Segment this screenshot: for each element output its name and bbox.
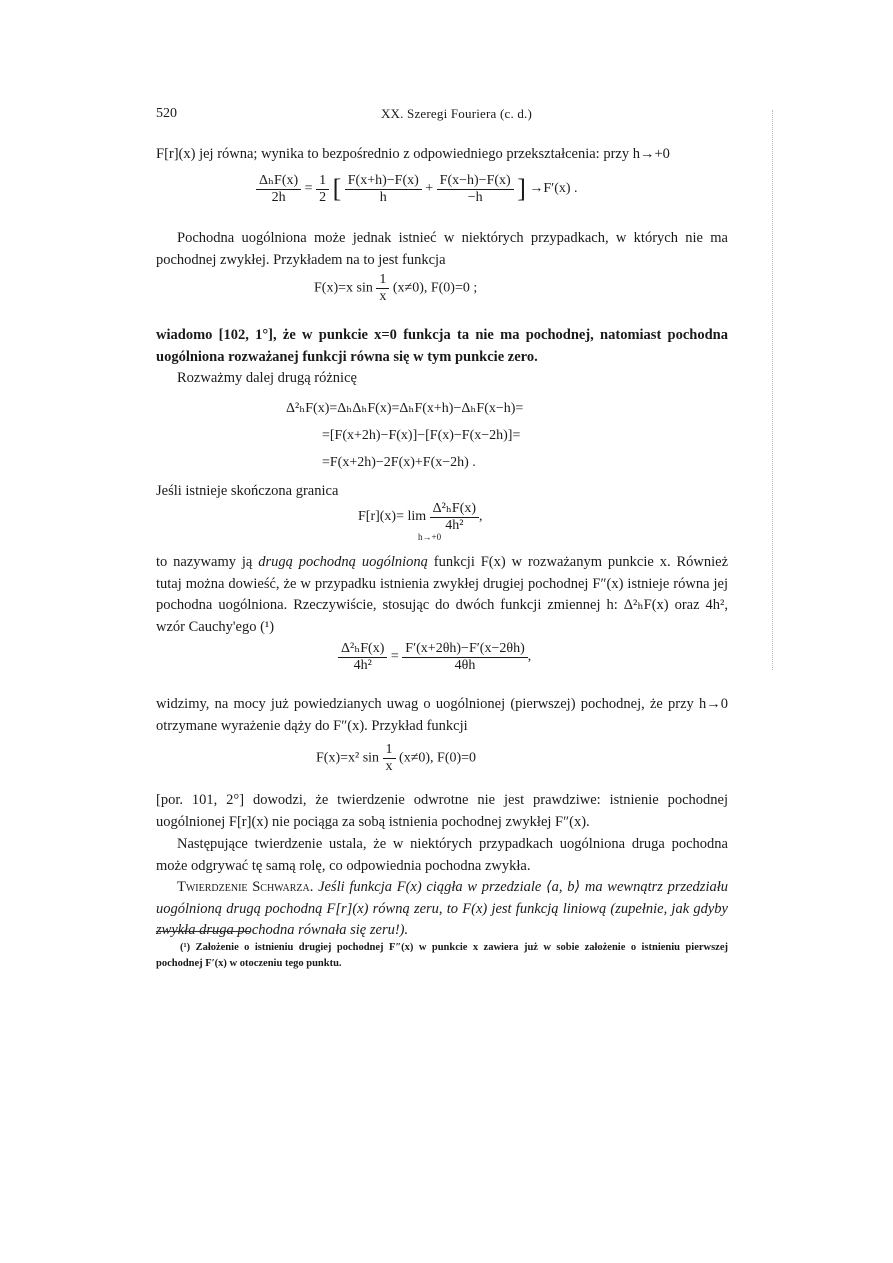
- equation-second-difference-line-3: =F(x+2h)−2F(x)+F(x−2h) .: [322, 455, 476, 470]
- paragraph-8: [por. 101, 2°] dowodzi, że twierdzenie odwrotne nie jest prawdziwe: istnienie pochodnej uogólnionej F[r](x) nie pociąga za sobą istnienia pochodnej zwykłej F″(x).: [156, 792, 728, 830]
- equation-second-difference-line-1: Δ²ₕF(x)=ΔₕΔₕF(x)=ΔₕF(x+h)−ΔₕF(x−h)=: [286, 401, 524, 416]
- eq6-fraction: $\frac{1}{x}$: [383, 742, 396, 775]
- footnote: (¹) Założenie o istnieniu drugiej pochodnej F″(x) w punkcie x zawiera już w sobie założenie o istnieniu pierwszej pochodnej F′(x) w otoczeniu tego punktu.: [156, 942, 728, 969]
- theorem-text: Jeśli funkcja F(x) ciągła w przedziale ⟨a, b⟩ ma wewnątrz przedziału uogólnioną drugą pochodną F[r](x) równą zeru, to F(x) jest funkcją liniową (zupełnie, jak gdyby zwykła druga pochodna równała się zeru!).: [156, 879, 729, 938]
- eq1-rhs: →F′(x) .: [529, 181, 578, 197]
- eq2-fraction: $\frac{1}{x}$: [376, 272, 389, 305]
- footnote-rule: [156, 931, 251, 932]
- eq4-limit-subscript: h→+0: [418, 532, 442, 542]
- paragraph-3: wiadomo [102, 1°], że w punkcie x=0 funkcja ta nie ma pochodnej, natomiast pochodna uogólniona rozważanej funkcji równa się w tym punkcie zero.: [156, 327, 728, 365]
- running-head: XX. Szeregi Fouriera (c. d.): [380, 106, 533, 121]
- paragraph-1: F[r](x) jej równa; wynika to bezpośrednio z odpowiedniego przekształcenia: przy h→+0: [156, 146, 670, 162]
- eq1-lhs-fraction: $\frac{\text{ΔₕF(x)}}{2h}$: [256, 172, 301, 206]
- equation-limit-definition: F[r](x)= lim $\frac{\text{Δ²ₕF(x)}}{\text{4h²}}$ , h→+0: [358, 501, 483, 542]
- eq5-lhs-fraction: $\frac{\text{Δ²ₕF(x)}}{\text{4h²}}$: [338, 640, 387, 674]
- equation-second-difference-line-2: =[F(x+2h)−F(x)]−[F(x)−F(x−2h)]=: [322, 428, 521, 443]
- equation-example-function: F(x)=x sin $\frac{1}{x}$ (x≠0), F(0)=0 ;: [314, 272, 478, 304]
- paragraph-4: Rozważmy dalej drugą różnicę: [177, 370, 357, 386]
- equation-counterexample: F(x)=x² sin $\frac{1}{x}$ (x≠0), F(0)=0: [316, 742, 477, 774]
- eq4-fraction: $\frac{\text{Δ²ₕF(x)}}{\text{4h²}}$: [430, 500, 479, 534]
- eq1-forward-fraction: $\frac{F(x+h)-F(x)}{h}$: [345, 173, 422, 206]
- paragraph-9: Następujące twierdzenie ustala, że w niektórych przypadkach uogólniona druga pochodna może odgrywać tę samą rolę, co odpowiednia pochodna zwykła.: [156, 836, 728, 874]
- paragraph-7: widzimy, na mocy już powiedzianych uwag o uogólnionej (pierwszej) pochodnej, że przy h→0 otrzymane wyrażenie dąży do F″(x). Przykład funkcji: [156, 696, 728, 734]
- page-number: 520: [156, 106, 177, 121]
- eq1-backward-fraction: $\frac{F(x-h)-F(x)}{-h}$: [437, 173, 514, 206]
- eq5-rhs-fraction: $\frac{F'(x+2\theta h)-F'(x-2\theta h)}{4\theta h}$: [402, 641, 527, 674]
- equation-derivative-quotient: $\frac{\text{ΔₕF(x)}}{2h}$ = $\frac{1}{2}$ [ $\frac{F(x+h)-F(x)}{h}$ + $\frac{F(x-h)-F(x)}{-h}$ ] →F′(x) .: [256, 172, 578, 206]
- paragraph-5: Jeśli istnieje skończona granica: [156, 483, 339, 499]
- equation-cauchy: $\frac{\text{Δ²ₕF(x)}}{\text{4h²}}$ = $\frac{F'(x+2\theta h)-F'(x-2\theta h)}{4\theta h}$ ,: [338, 640, 531, 674]
- paragraph-2: Pochodna uogólniona może jednak istnieć w niektórych przypadkach, w których nie ma pochodnej zwykłej. Przykładem na to jest funkcja: [156, 230, 728, 268]
- paragraph-6: to nazywamy ją drugą pochodną uogólnioną funkcji F(x) w rozważanym punkcie x. Również tutaj można dowieść, że w przypadku istnienia zwykłej drugiej pochodnej F″(x) istnieje równa jej pochodna uogólniona. Rzeczywiście, stosując do dwóch funkcji zmiennej h: Δ²ₕF(x) oraz 4h², wzór Cauchy'ego (¹): [156, 554, 729, 635]
- theorem-label: Twierdzenie Schwarza.: [177, 879, 314, 895]
- eq1-half-fraction: $\frac{1}{2}$: [316, 173, 329, 206]
- scan-margin-line: [772, 110, 773, 670]
